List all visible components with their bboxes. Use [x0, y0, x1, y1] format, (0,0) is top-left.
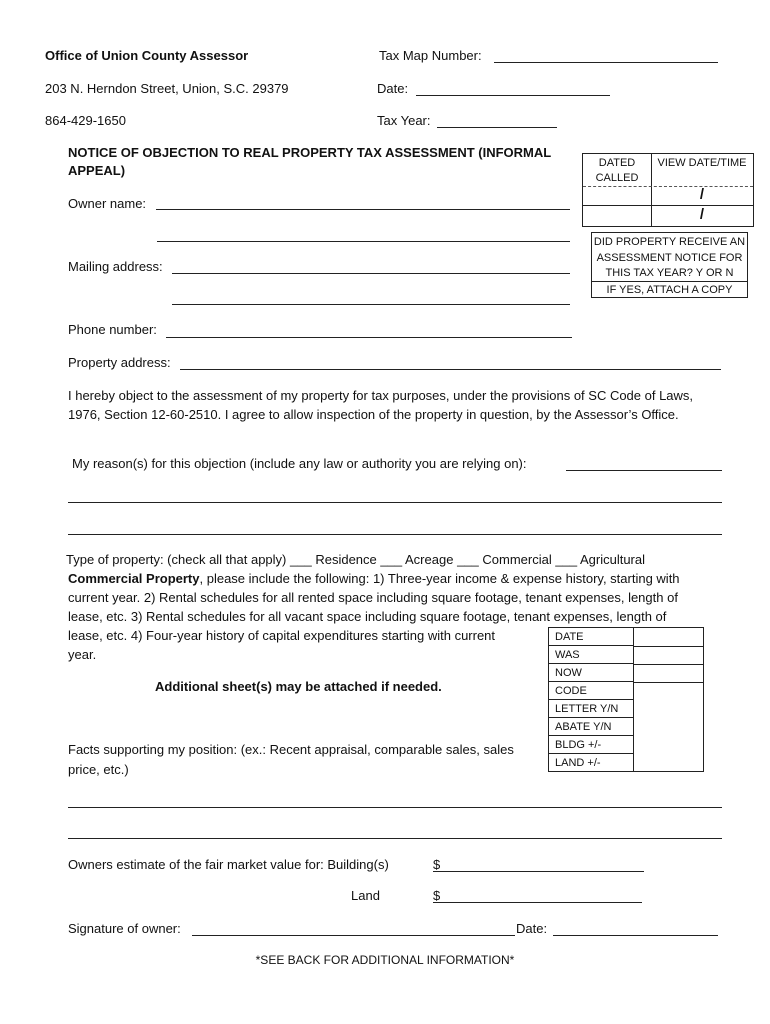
signature-date-label: Date: — [516, 921, 548, 936]
table-row-land: LAND +/- — [555, 757, 601, 769]
tax-map-number-field[interactable] — [494, 62, 718, 63]
owner-name-label: Owner name: — [68, 196, 147, 211]
phone-number-label: Phone number: — [68, 322, 157, 337]
property-address-field[interactable] — [180, 369, 721, 370]
commercial-line-4: lease, etc. 4) Four-year history of capital expenditures starting with current — [68, 628, 496, 643]
property-address-label: Property address: — [68, 355, 171, 370]
agricultural-checkbox[interactable]: ___ — [555, 552, 578, 567]
dated-label: DATED — [598, 157, 636, 169]
signature-label: Signature of owner: — [68, 921, 181, 936]
office-use-table — [548, 627, 704, 772]
signature-date-field[interactable] — [553, 935, 718, 936]
phone-number-field[interactable] — [166, 337, 572, 338]
table-row-now: NOW — [549, 664, 633, 682]
tax-year-field[interactable] — [437, 127, 557, 128]
objection-statement: I hereby object to the assessment of my property for tax purposes, under the provisions of SC Code of Laws, 1976, Section 12-60-2510. I agree to allow inspection of the property in question, by the Assessor’s Office. — [68, 388, 694, 422]
notice-line-2: ASSESSMENT NOTICE FOR — [596, 252, 743, 264]
commercial-checkbox[interactable]: ___ — [457, 552, 479, 567]
agricultural-label: Agricultural — [579, 552, 645, 567]
property-type-label: Type of property: (check all that apply) — [66, 552, 287, 567]
additional-sheets-note: Additional sheet(s) may be attached if needed. — [155, 679, 442, 694]
acreage-label: Acreage — [405, 552, 454, 567]
notice-line-4: IF YES, ATTACH A COPY — [606, 284, 733, 296]
date-slash-1: / — [699, 186, 705, 203]
residence-checkbox[interactable]: ___ — [290, 552, 312, 567]
mailing-address-label: Mailing address: — [68, 259, 163, 274]
form-title-line2: APPEAL) — [68, 163, 126, 178]
estimate-label: Owners estimate of the fair market value for: Building(s) — [68, 857, 389, 872]
footer-note: *SEE BACK FOR ADDITIONAL INFORMATION* — [255, 953, 515, 967]
facts-field-2[interactable] — [68, 838, 722, 839]
reasons-label: My reason(s) for this objection (include any law or authority you are relying on): — [72, 456, 527, 471]
office-name: Office of Union County Assessor — [45, 48, 249, 63]
date-field[interactable] — [416, 95, 610, 96]
date-slash-2: / — [699, 206, 705, 223]
view-date-time-label: VIEW DATE/TIME — [657, 157, 747, 169]
tax-year-label: Tax Year: — [377, 113, 431, 128]
table-row-letter: LETTER Y/N — [549, 700, 633, 718]
office-phone: 864-429-1650 — [45, 113, 126, 128]
commercial-property-heading: Commercial Property — [68, 571, 200, 586]
commercial-line-2: current year. 2) Rental schedules for all rented space including square footage, tenant expenses, length of — [68, 590, 678, 605]
commercial-label: Commercial — [482, 552, 552, 567]
table-row-date: DATE — [549, 628, 633, 646]
acreage-checkbox[interactable]: ___ — [380, 552, 403, 567]
tax-map-label: Tax Map Number: — [379, 48, 482, 63]
commercial-line-5: year. — [68, 647, 97, 662]
residence-label: Residence — [315, 552, 377, 567]
facts-label-line-2: price, etc.) — [68, 762, 129, 777]
table-row-was: WAS — [549, 646, 633, 664]
commercial-line-3: lease, etc. 3) Rental schedules for all vacant space including square footage, tenant expenses, length of — [68, 609, 667, 624]
owner-name-field-2[interactable] — [157, 241, 570, 242]
reasons-field[interactable] — [566, 470, 722, 471]
call-log-box — [582, 153, 754, 227]
building-value-field[interactable] — [433, 871, 644, 872]
signature-field[interactable] — [192, 935, 515, 936]
property-type-row — [66, 552, 645, 568]
mailing-address-field-2[interactable] — [172, 304, 570, 305]
land-label: Land — [351, 888, 380, 903]
owner-name-field[interactable] — [156, 209, 570, 210]
commercial-line-1 — [68, 571, 680, 587]
notice-line-1: DID PROPERTY RECEIVE AN — [593, 236, 746, 248]
table-row-code: CODE — [549, 682, 633, 700]
land-value-field[interactable] — [433, 902, 642, 903]
office-address: 203 N. Herndon Street, Union, S.C. 29379 — [45, 81, 289, 96]
date-label: Date: — [377, 81, 409, 96]
building-dollar-sign: $ — [433, 857, 441, 872]
mailing-address-field[interactable] — [172, 273, 570, 274]
table-row-abate: ABATE Y/N — [549, 718, 633, 736]
land-dollar-sign: $ — [433, 888, 441, 903]
facts-label-line-1: Facts supporting my position: (ex.: Recent appraisal, comparable sales, sales — [68, 742, 514, 757]
notice-line-3: THIS TAX YEAR? Y OR N — [605, 267, 734, 279]
form-title-line1: NOTICE OF OBJECTION TO REAL PROPERTY TAX ASSESSMENT (INFORMAL — [68, 145, 552, 160]
assessment-notice-box — [591, 232, 748, 298]
reasons-field-3[interactable] — [68, 534, 722, 535]
table-row-bldg: BLDG +/- — [549, 736, 633, 754]
called-label: CALLED — [595, 172, 639, 184]
facts-field[interactable] — [68, 807, 722, 808]
commercial-text-1: , please include the following: 1) Three-year income & expense history, starting with — [199, 571, 680, 586]
reasons-field-2[interactable] — [68, 502, 722, 503]
